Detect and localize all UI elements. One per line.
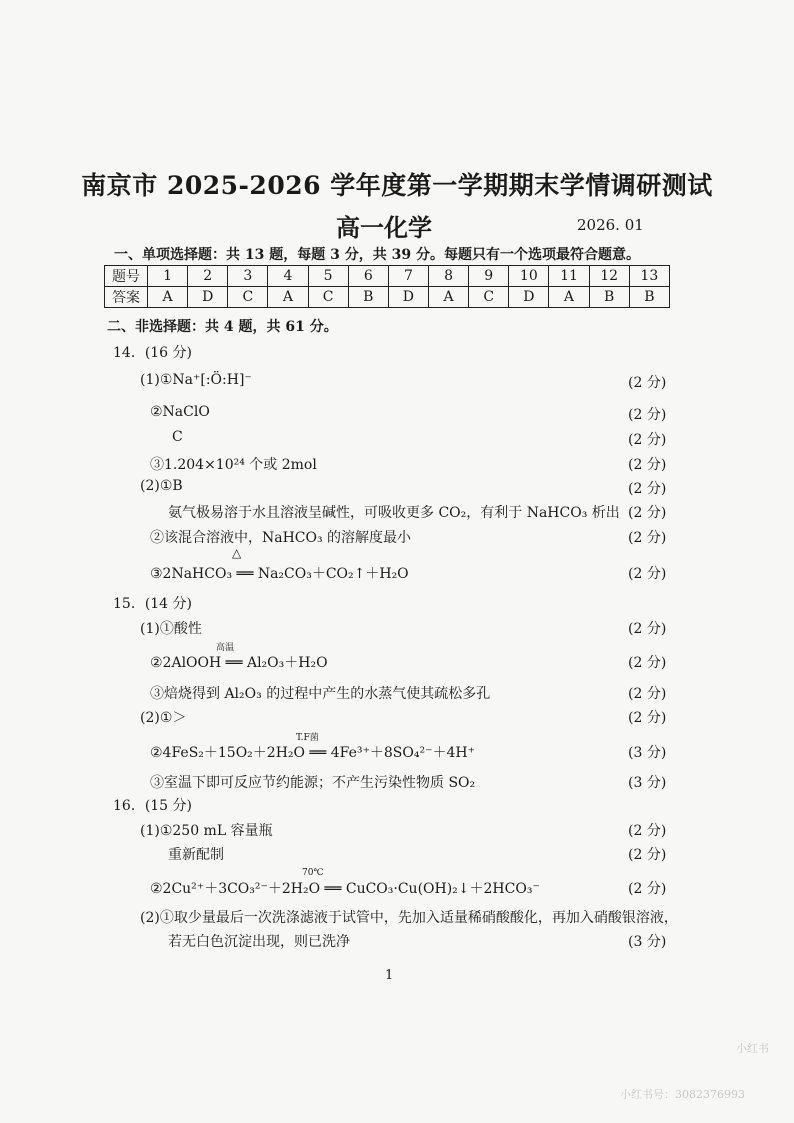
page-number: 1 — [385, 968, 394, 983]
section1-heading: 一、单项选择题：共 13 题，每题 3 分，共 39 分。每题只有一个选项最符合题意。 — [114, 247, 640, 263]
table-cell: 3 — [228, 266, 268, 287]
answer-text: (2)①B — [140, 478, 183, 494]
table-cell: 10 — [509, 266, 549, 287]
table-cell: 4 — [268, 266, 308, 287]
table-cell: C — [469, 287, 509, 308]
answer-line — [0, 502, 794, 526]
score: (2 分) — [628, 407, 667, 423]
q15-heading: 15．(14 分) — [113, 596, 193, 612]
answer-line — [0, 372, 794, 396]
table-cell: 8 — [428, 266, 468, 287]
score: (2 分) — [628, 375, 667, 391]
table-row-answers — [105, 287, 670, 308]
answer-text: ②4FeS₂＋15O₂＋2H₂O ══ 4Fe³⁺＋8SO₄²⁻＋4H⁺ — [150, 745, 476, 761]
answer-text: (2)①取少量最后一次洗涤滤液于试管中，先加入适量稀硝酸酸化，再加入硝酸银溶液， — [140, 910, 678, 926]
answer-line — [0, 707, 794, 731]
answer-text: ③室温下即可反应节约能源；不产生污染性物质 SO₂ — [150, 775, 476, 791]
answer-line — [0, 404, 794, 428]
table-cell: 5 — [308, 266, 348, 287]
table-cell: 2 — [188, 266, 228, 287]
answer-table — [104, 265, 670, 308]
score: (2 分) — [628, 457, 667, 473]
answer-text: ②2Cu²⁺＋3CO₃²⁻＋2H₂O ══ CuCO₃·Cu(OH)₂↓＋2HCO₃⁻ — [150, 881, 540, 897]
watermark-logo: 小红书 — [736, 1042, 769, 1055]
section2-heading: 二、非选择题：共 4 题，共 61 分。 — [107, 319, 338, 335]
answer-text: ②该混合溶液中，NaHCO₃ 的溶解度最小 — [150, 530, 412, 546]
answer-text: (1)①250 mL 容量瓶 — [140, 823, 273, 839]
page-title: 南京市 2025-2026 学年度第一学期期末学情调研测试 — [81, 171, 713, 200]
score: (2 分) — [628, 655, 667, 671]
table-cell: C — [308, 287, 348, 308]
score: (2 分) — [628, 566, 667, 582]
score: (2 分) — [628, 530, 667, 546]
answer-text: ②2AlOOH ══ Al₂O₃＋H₂O — [150, 655, 328, 671]
answer-text: 重新配制 — [168, 847, 224, 863]
subject-title: 高一化学 — [336, 213, 432, 242]
table-row-numbers — [105, 266, 670, 287]
table-cell: B — [348, 287, 388, 308]
table-cell: A — [268, 287, 308, 308]
table-cell: D — [388, 287, 428, 308]
answer-line — [0, 652, 794, 676]
score: (2 分) — [628, 481, 667, 497]
score: (2 分) — [628, 621, 667, 637]
answer-text: (1)①酸性 — [140, 621, 202, 637]
watermark-id: 小红书号：3082376993 — [620, 1088, 745, 1101]
row-label-number: 题号 — [105, 266, 148, 287]
score: (2 分) — [628, 847, 667, 863]
answer-text: (2)①＞ — [140, 710, 187, 726]
score: (2 分) — [628, 432, 667, 448]
answer-line — [0, 772, 794, 796]
table-cell: A — [148, 287, 188, 308]
score: (2 分) — [628, 686, 667, 702]
answer-line — [0, 742, 794, 766]
answer-line — [0, 478, 794, 502]
q16-heading: 16．(15 分) — [113, 798, 193, 814]
score: (3 分) — [628, 934, 667, 950]
score: (2 分) — [628, 823, 667, 839]
answer-line — [0, 454, 794, 478]
answer-line — [0, 907, 794, 931]
table-cell: B — [589, 287, 629, 308]
score: (2 分) — [628, 710, 667, 726]
table-cell: A — [428, 287, 468, 308]
score: (2 分) — [628, 505, 667, 521]
reaction-condition: △ — [232, 546, 242, 560]
table-cell: 11 — [549, 266, 589, 287]
score: (3 分) — [628, 745, 667, 761]
exam-date: 2026. 01 — [577, 216, 644, 234]
table-cell: 9 — [469, 266, 509, 287]
table-cell: 12 — [589, 266, 629, 287]
answer-line — [0, 563, 794, 587]
table-cell: 1 — [148, 266, 188, 287]
answer-line — [0, 527, 794, 551]
answer-text: ③1.204×10²⁴ 个或 2mol — [150, 457, 317, 473]
reaction-condition: 高温 — [216, 643, 235, 653]
answer-line — [0, 844, 794, 868]
table-cell: D — [188, 287, 228, 308]
answer-text: (1)①Na⁺[:Ö:H]⁻ — [140, 372, 252, 388]
answer-text: ③焙烧得到 Al₂O₃ 的过程中产生的水蒸气使其疏松多孔 — [150, 686, 491, 702]
answer-line — [0, 878, 794, 902]
answer-text: 若无白色沉淀出现，则已洗净 — [168, 934, 350, 950]
answer-line — [0, 429, 794, 453]
answer-line — [0, 820, 794, 844]
answer-line — [0, 683, 794, 707]
table-cell: D — [509, 287, 549, 308]
reaction-condition: 70℃ — [302, 868, 324, 878]
score: (2 分) — [628, 881, 667, 897]
answer-text: ②NaClO — [150, 404, 210, 420]
row-label-answer: 答案 — [105, 287, 148, 308]
reaction-condition: T.F菌 — [296, 733, 319, 743]
table-cell: A — [549, 287, 589, 308]
table-cell: C — [228, 287, 268, 308]
answer-text: C — [172, 429, 183, 445]
answer-line — [0, 931, 794, 955]
table-cell: 7 — [388, 266, 428, 287]
score: (3 分) — [628, 775, 667, 791]
table-cell: 13 — [629, 266, 669, 287]
q14-heading: 14．(16 分) — [113, 345, 193, 361]
table-cell: B — [629, 287, 669, 308]
answer-text: 氨气极易溶于水且溶液呈碱性，可吸收更多 CO₂，有利于 NaHCO₃ 析出 — [168, 505, 620, 521]
answer-text: ③2NaHCO₃ ══ Na₂CO₃＋CO₂↑＋H₂O — [150, 566, 409, 582]
answer-line — [0, 618, 794, 642]
table-cell: 6 — [348, 266, 388, 287]
